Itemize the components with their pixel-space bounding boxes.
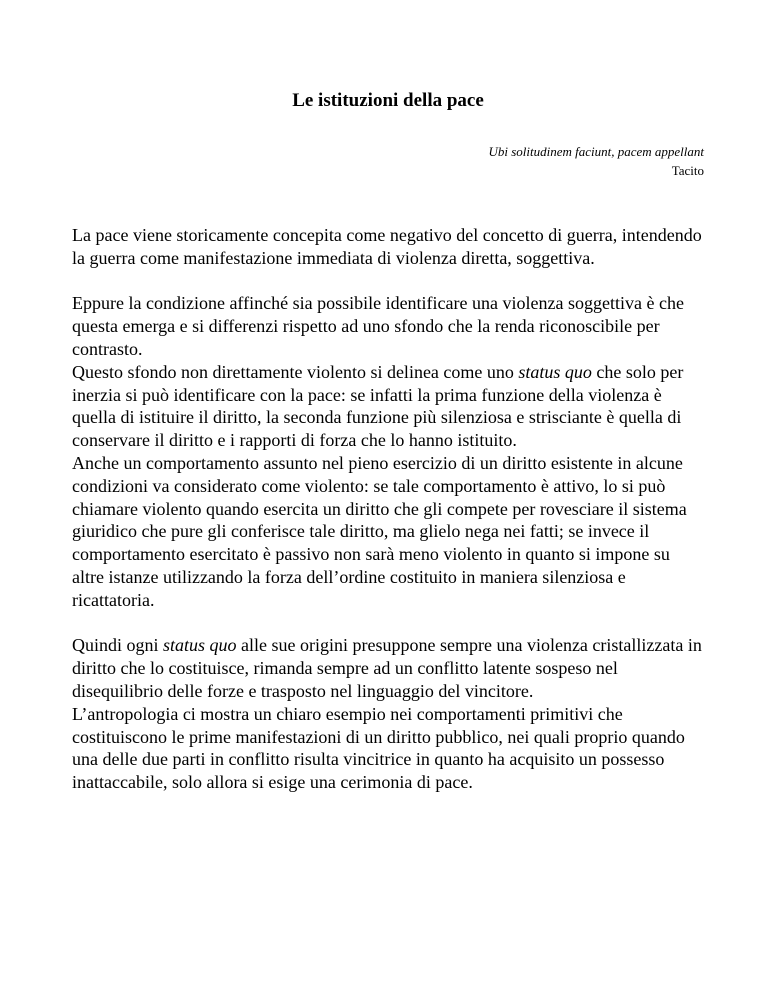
paragraph-3-emphasis: status quo xyxy=(518,361,592,382)
paragraph-5-text-b: alle sue origini presuppone sempre una violenza cristallizzata in diritto che lo costituisce, rimanda sempre ad un conflitto latente sospeso nel disequilibrio delle forze e trasposto nel linguaggio del vincitore. xyxy=(72,635,702,701)
epigraph-quote: Ubi solitudinem faciunt, pacem appellant xyxy=(488,144,704,159)
paragraph-6: L’antropologia ci mostra un chiaro esempio nei comportamenti primitivi che costituiscono le prime manifestazioni di un diritto pubblico, nei quali proprio quando una delle due parti in conflitto risulta vincitrice in quanto ha acquisito un possesso inattaccabile, solo allora si esige una cerimonia di pace. xyxy=(72,703,685,793)
paragraph-5-text-a: Quindi ogni xyxy=(72,635,164,656)
paragraph-1: La pace viene storicamente concepita come negativo del concetto di guerra, intendendo la guerra come manifestazione immediata di violenza diretta, soggettiva. xyxy=(72,225,702,268)
paragraph-4: Anche un comportamento assunto nel pieno esercizio di un diritto esistente in alcune condizioni va considerato come violento: se tale comportamento è attivo, lo si può chiamare violento quando esercita un diritto che gli compete per rovesciare il sistema giuridico che pure gli conferisce tale diritto, ma glielo nega nei fatti; se invece il comportamento esercitato è passivo non sarà meno violento in quanto si impone su altre istanze utilizzando la forza dell’ordine costituito in maniera silenziosa e ricattatoria. xyxy=(72,452,687,610)
paragraph-2: Eppure la condizione affinché sia possibile identificare una violenza soggettiva è che questa emerga e si differenzi rispetto ad uno sfondo che la renda riconoscibile per contrasto. xyxy=(72,293,684,359)
paragraph-3-text-a: Questo sfondo non direttamente violento si delinea come uno xyxy=(72,361,519,382)
paragraph-5-emphasis: status quo xyxy=(163,635,237,656)
epigraph-author: Tacito xyxy=(671,163,704,178)
epigraph xyxy=(72,142,704,180)
document-body xyxy=(72,224,704,794)
paragraph-3 xyxy=(72,361,704,452)
paragraph-5 xyxy=(72,634,704,702)
paragraph-3-text-b: che solo per inerzia si può identificare con la pace: se infatti la prima funzione della violenza è quella di istituire il diritto, la seconda funzione più silenziosa e strisciante è quella di conservare il diritto e i rapporti di forza che lo hanno istituito. xyxy=(72,361,684,451)
document-title: Le istituzioni della pace xyxy=(292,90,484,111)
